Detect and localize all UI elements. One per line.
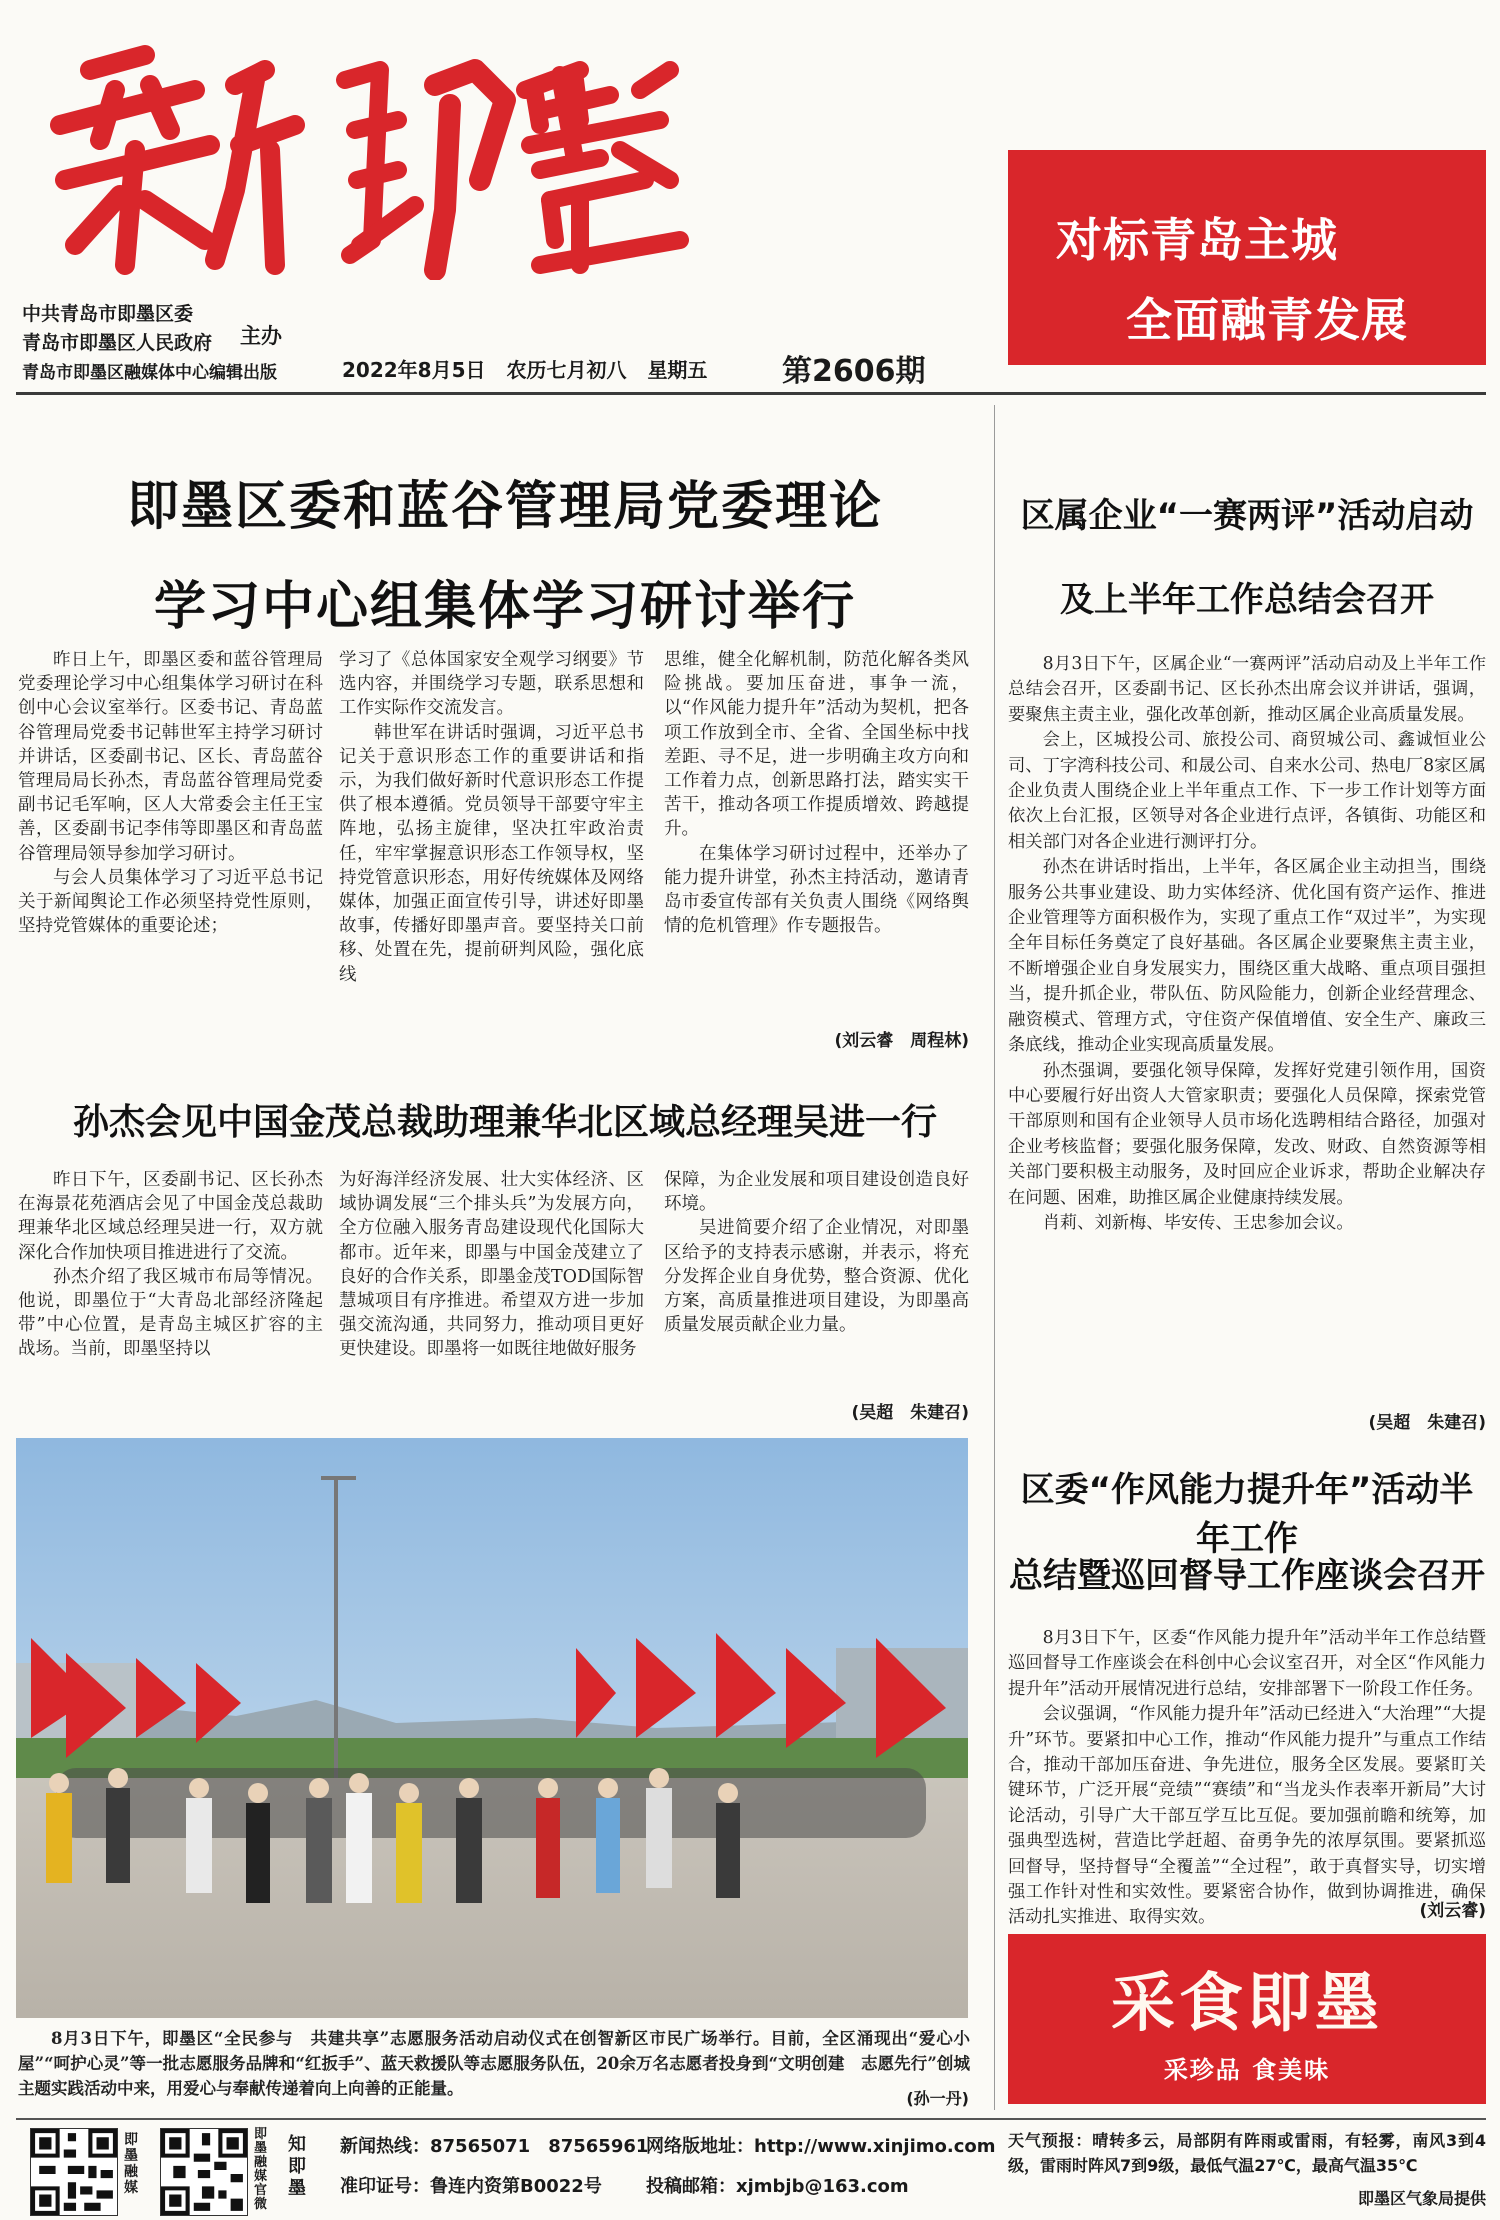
article3-paragraph: 孙杰强调，要强化领导保障，发挥好党建引领作用，国资中心要履行好出资人大管家职责；要强化人员保障，探索党管干部原则和国有企业领导人员市场化选聘相结合路径，加强对企业考核监督；要强化服务保障，发改、财政、自然资源等相关部门要积极主动服务，及时回应企业诉求，帮助企业解决存在问题、困难，助推区属企业健康持续发展。 [1008, 1060, 1486, 1208]
article1-byline: (刘云睿 周程林) [834, 1031, 969, 1051]
host-label: 主办 [240, 324, 282, 348]
masthead-logo [20, 30, 760, 280]
qr1-label: 即墨融媒 [124, 2132, 138, 2196]
website-address[interactable]: 网络版地址：http://www.xinjimo.com [646, 2136, 996, 2157]
qr2-label: 即墨融媒官微 [254, 2127, 268, 2212]
footer-divider [16, 2118, 1486, 2120]
print-license: 准印证号：鲁连内资第B0022号 [340, 2176, 602, 2197]
footer-brand: 知即墨 [288, 2134, 306, 2199]
article3-title-line2: 及上半年工作总结会召开 [1060, 580, 1434, 620]
article1-column-1 [18, 648, 323, 938]
article4-title-line1: 区委“作风能力提升年”活动半年工作 [1020, 1470, 1474, 1559]
sponsor-list [22, 300, 212, 358]
article2-paragraph: 昨日下午，区委副书记、区长孙杰在海景花苑酒店会见了中国金茂总裁助理兼华北区域总经理吴进一行，双方就深化合作加快项目推进进行了交流。 [18, 1170, 323, 1263]
article3-byline: (吴超 朱建召) [1368, 1413, 1486, 1433]
qr-code-icon[interactable] [160, 2128, 248, 2216]
photo-caption-text: 8月3日下午，即墨区“全民参与 共建共享”志愿服务活动启动仪式在创智新区市民广场举行。目前，全区涌现出“爱心小屋”“呵护心灵”等一批志愿服务品牌和“红扳手”、蓝天救援队等志愿服务队伍，20余万名志愿者投身到“文明创建 志愿先行”创城主题实践活动中来，用爱心与奉献传递着向上向善的正能量。 [18, 2029, 970, 2098]
article1-title-line1: 即墨区委和蓝谷管理局党委理论 [126, 477, 883, 537]
news-hotline: 新闻热线：87565071 87565961 [340, 2136, 649, 2157]
article1-paragraph: 学习了《总体国家安全观学习纲要》节选内容，并围绕学习专题，联系思想和工作实际作交流发言。 [339, 650, 644, 719]
article2-column-2 [339, 1168, 644, 1362]
submission-email[interactable]: 投稿邮箱：xjmbjb@163.com [646, 2176, 909, 2197]
food-ad-subtitle: 采珍品 食美味 [1163, 2056, 1331, 2084]
issue-number: 第2606期 [782, 354, 926, 389]
article2-column-3 [664, 1168, 969, 1337]
volunteer-event-photo [16, 1438, 968, 2018]
sponsor-government: 青岛市即墨区人民政府 [22, 332, 213, 354]
article3-title-line1: 区属企业“一赛两评”活动启动 [1020, 496, 1474, 536]
food-ad-title: 采食即墨 [1111, 1967, 1383, 2041]
article4-byline: (刘云睿) [1419, 1901, 1486, 1921]
article4-body [1008, 1626, 1486, 1931]
article2-paragraph: 保障，为企业发展和项目建设创造良好环境。 [664, 1170, 969, 1215]
lunar-date: 农历七月初八 [506, 358, 627, 382]
footer [20, 2124, 1490, 2218]
article1-title-line2: 学习中心组集体学习研讨举行 [153, 577, 856, 637]
article1-paragraph: 昨日上午，即墨区委和蓝谷管理局党委理论学习中心组集体学习研讨在科创中心会议室举行。区委书记、青岛蓝谷管理局党委书记韩世军主持学习研讨并讲话，区委副书记、区长、青岛蓝谷管理局局长孙杰，青岛蓝谷管理局党委副书记毛军响，区人大常委会主任王宝善，区委副书记李伟等即墨区和青岛蓝谷管理局领导参加学习研讨。 [18, 650, 323, 864]
weather-forecast: 天气预报：晴转多云，局部阴有阵雨或雷雨，有轻雾，南风3到4级，雷雨时阵风7到9级，最低气温27℃，最高气温35℃ [1008, 2131, 1486, 2175]
weekday: 星期五 [647, 358, 708, 382]
article2-paragraph: 吴进简要介绍了企业情况，对即墨区给予的支持表示感谢，并表示，将充分发挥企业自身优势，整合资源、优化方案，高质量推进项目建设，为即墨高质量发展贡献企业力量。 [664, 1218, 969, 1336]
article2-byline: (吴超 朱建召) [851, 1403, 969, 1423]
article3-paragraph: 肖莉、刘新梅、毕安传、王忠参加会议。 [1042, 1212, 1354, 1233]
column-divider [994, 405, 995, 2110]
photo-credit: (孙一丹) [906, 2089, 969, 2108]
article1-column-2 [339, 648, 644, 987]
article3-paragraph: 会上，区城投公司、旅投公司、商贸城公司、鑫诚恒业公司、丁字湾科技公司、和晟公司、自来水公司、热电厂8家区属企业负责人围绕企业上半年重点工作、下一步工作计划等方面依次上台汇报，区领导对各企业进行点评，各镇街、功能区和相关部门对各企业进行测评打分。 [1008, 730, 1486, 852]
weather-source: 即墨区气象局提供 [1357, 2189, 1486, 2208]
food-ad-banner[interactable] [1008, 1934, 1486, 2104]
promo-banner [1008, 150, 1486, 365]
article2-title: 孙杰会见中国金茂总裁助理兼华北区域总经理吴进一行 [72, 1102, 937, 1143]
article2-column-1 [18, 1168, 323, 1362]
publish-date: 2022年8月5日 [342, 358, 486, 382]
article1-paragraph: 在集体学习研讨过程中，还举办了能力提升讲堂，孙杰主持活动，邀请青岛市委宣传部有关负责人围绕《网络舆情的危机管理》作专题报告。 [664, 843, 969, 937]
promo-line-1: 对标青岛主城 [1056, 213, 1338, 267]
article1-paragraph: 思维，健全化解机制，防范化解各类风险挑战。要加压奋进，事争一流，以“作风能力提升年”活动为契机，把各项工作放到全市、全省、全国坐标中找差距、寻不足，进一步明确主攻方向和工作着力点，创新思路打法，踏实实干苦干，推动各项工作提质增效、跨越提升。 [664, 650, 969, 840]
article2-paragraph: 为好海洋经济发展、壮大实体经济、区域协调发展“三个排头兵”为发展方向，全方位融入服务青岛建设现代化国际大都市。近年来，即墨与中国金茂建立了良好的合作关系，即墨金茂TOD国际智慧城项目有序推进。希望双方进一步加强交流沟通，共同努力，推动项目更好更快建设。即墨将一如既往地做好服务 [339, 1170, 644, 1360]
dateline [342, 354, 721, 383]
article1-paragraph: 韩世军在讲话时强调，习近平总书记关于意识形态工作的重要讲话和指示，为我们做好新时代意识形态工作提供了根本遵循。党员领导干部要守牢主阵地，弘扬主旋律，坚决扛牢政治责任，牢牢掌握意识形态工作领导权，坚持党管意识形态，用好传统媒体及网络媒体，加强正面宣传引导，讲述好即墨故事，传播好即墨声音。要坚持关口前移、处置在先，提前研判风险，强化底线 [339, 722, 644, 985]
article3-paragraph: 8月3日下午，区属企业“一赛两评”活动启动及上半年工作总结会召开，区委副书记、区长孙杰出席会议并讲话，强调，要聚焦主责主业，强化改革创新，推动区属企业高质量发展。 [1008, 654, 1486, 725]
qr-code-icon[interactable] [30, 2128, 118, 2216]
article3-body [1008, 652, 1486, 1236]
article4-paragraph: 8月3日下午，区委“作风能力提升年”活动半年工作总结暨巡回督导工作座谈会在科创中心会议室召开，对全区“作风能力提升年”活动开展情况进行总结，安排部署下一阶段工作任务。 [1008, 1628, 1486, 1699]
promo-line-2: 全面融青发展 [1126, 293, 1408, 347]
article4-title-line2: 总结暨巡回督导工作座谈会召开 [1009, 1556, 1485, 1596]
article3-paragraph: 孙杰在讲话时指出，上半年，各区属企业主动担当，围绕服务公共事业建设、助力实体经济、优化国有资产运作、推进企业管理等方面积极作为，实现了重点工作“双过半”，为实现全年目标任务奠定了良好基础。各区属企业要聚焦主责主业，不断增强企业自身发展实力，围绕区重大战略、重点项目强担当，提升抓企业，带队伍、防风险能力，创新企业经营理念、融资模式、管理方式，守住资产保值增值、安全生产、廉政三条底线，推动企业实现高质量发展。 [1008, 857, 1486, 1056]
sponsor-party-committee: 中共青岛市即墨区委 [22, 303, 194, 325]
article2-paragraph: 孙杰介绍了我区城市布局等情况。他说，即墨位于“大青岛北部经济隆起带”中心位置，是青岛主城区扩容的主战场。当前，即墨坚持以 [18, 1266, 323, 1360]
editor-line: 青岛市即墨区融媒体中心编辑出版 [22, 363, 277, 383]
article1-column-3 [664, 648, 969, 938]
article4-paragraph: 会议强调，“作风能力提升年”活动已经进入“大治理”“大提升”环节。要紧扣中心工作，推动“作风能力提升”与重点工作结合，推动干部加压奋进、争先进位，服务全区发展。要紧盯关键环节，广泛开展“竞绩”“赛绩”和“当龙头作表率开新局”大讨论活动，引导广大干部互学互比互促。要加强前瞻和统筹，加强典型选树，营造比学赶超、奋勇争先的浓厚氛围。要紧抓巡回督导，坚持督导“全覆盖”“全过程”，敢于真督实导，切实增强工作针对性和实效性。要紧密合协作，做到协调推进，确保活动扎实推进、取得实效。 [1008, 1704, 1486, 1928]
masthead-divider [16, 392, 1486, 395]
article1-paragraph: 与会人员集体学习了习近平总书记关于新闻舆论工作必须坚持党性原则，坚持党管媒体的重要论述； [18, 867, 323, 937]
